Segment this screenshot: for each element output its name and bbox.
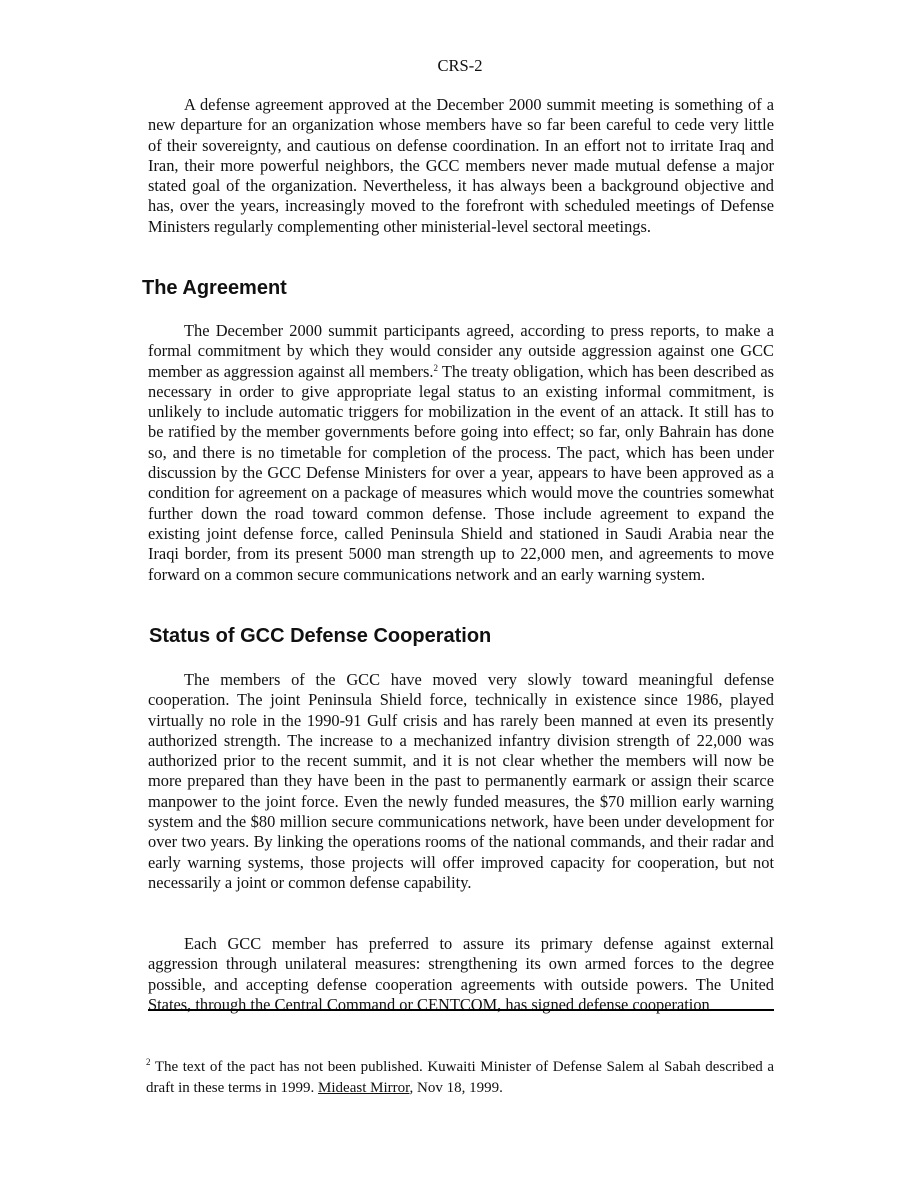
section-heading-status: Status of GCC Defense Cooperation — [149, 625, 492, 647]
agreement-text-end: The treaty obligation, which has been described as necessary in order to give appropriate legal status to an existing informal commitment, is unlikely to include automatic triggers for mobilization in the event of an attack. It still has to be ratified by the member governments before going into effect; so far, only Bahrain has done so, and there is no timetable for completion of the process. The pact, which has been under discussion by the GCC Defense Ministers for over a year, appears to have been approved as a condition for agreement on a package of measures which would move the countries somewhat further down the road toward common defense. Those include agreement to expand the existing joint defense force, called Peninsula Shield and stationed in Saudi Arabia near the Iraqi border, from its present 5000 man strength up to 22,000 men, and agreements to move forward on a common secure communications network and an early warning system. — [148, 361, 774, 584]
section-heading-agreement: The Agreement — [142, 277, 287, 299]
status-paragraph-1: The members of the GCC have moved very slowly toward meaningful defense cooperation. The joint Peninsula Shield force, technically in existence since 1986, played virtually no role in the 1990-91 Gulf crisis and has rarely been manned at even its presently authorized strength. The increase to a mechanized infantry division strength of 22,000 was authorized prior to the recent summit, and it is not clear whether the members will now be more prepared than they have been in the past to permanently earmark or assign their scarce manpower to the joint force. Even the newly funded measures, the $70 million early warning system and the $80 million secure communications network, have been under development for over two years. By linking the operations rooms of the national commands, and their radar and early warning systems, those projects will offer improved capacity for cooperation, but not necessarily a joint or common defense capability. — [148, 670, 774, 892]
footnote-source-title: Mideast Mirror — [318, 1079, 410, 1096]
footnote-reference-2[interactable]: 2 — [433, 362, 438, 373]
footnote-text-start: The text of the pact has not been published. Kuwaiti Minister of Defense Salem al Sabah described a draft in these terms in 1999. — [146, 1059, 774, 1096]
intro-paragraph: A defense agreement approved at the December 2000 summit meeting is something of a new departure for an organization whose members have so far been careful to cede very little of their sovereignty, and cautious on defense coordination. In an effort not to irritate Iraq and Iran, their more powerful neighbors, the GCC members never made mutual defense a major stated goal of the organization. Nevertheless, it has always been a background objective and has, over the years, increasingly moved to the forefront with scheduled meetings of Defense Ministers regularly complementing other ministerial-level sectoral meetings. — [148, 95, 774, 236]
agreement-paragraph — [148, 321, 774, 585]
footnote-divider — [148, 1009, 774, 1011]
agreement-text-start: The December 2000 summit participants agreed, according to press reports, to make a formal commitment by which they would consider any outside aggression against one GCC member as aggression against all members. — [148, 321, 774, 381]
footnote-marker: 2 — [146, 1057, 151, 1067]
page-number-header: CRS-2 — [437, 56, 483, 75]
status-paragraph-2: Each GCC member has preferred to assure its primary defense against external aggression through unilateral measures: strengthening its own armed forces to the degree possible, and accepting defense cooperation agreements with outside powers. The United States, through the Central Command or CENTCOM, has signed defense cooperation — [148, 934, 774, 1014]
footnote-text-end: , Nov 18, 1999. — [409, 1079, 503, 1096]
footnote-2 — [146, 1057, 774, 1098]
